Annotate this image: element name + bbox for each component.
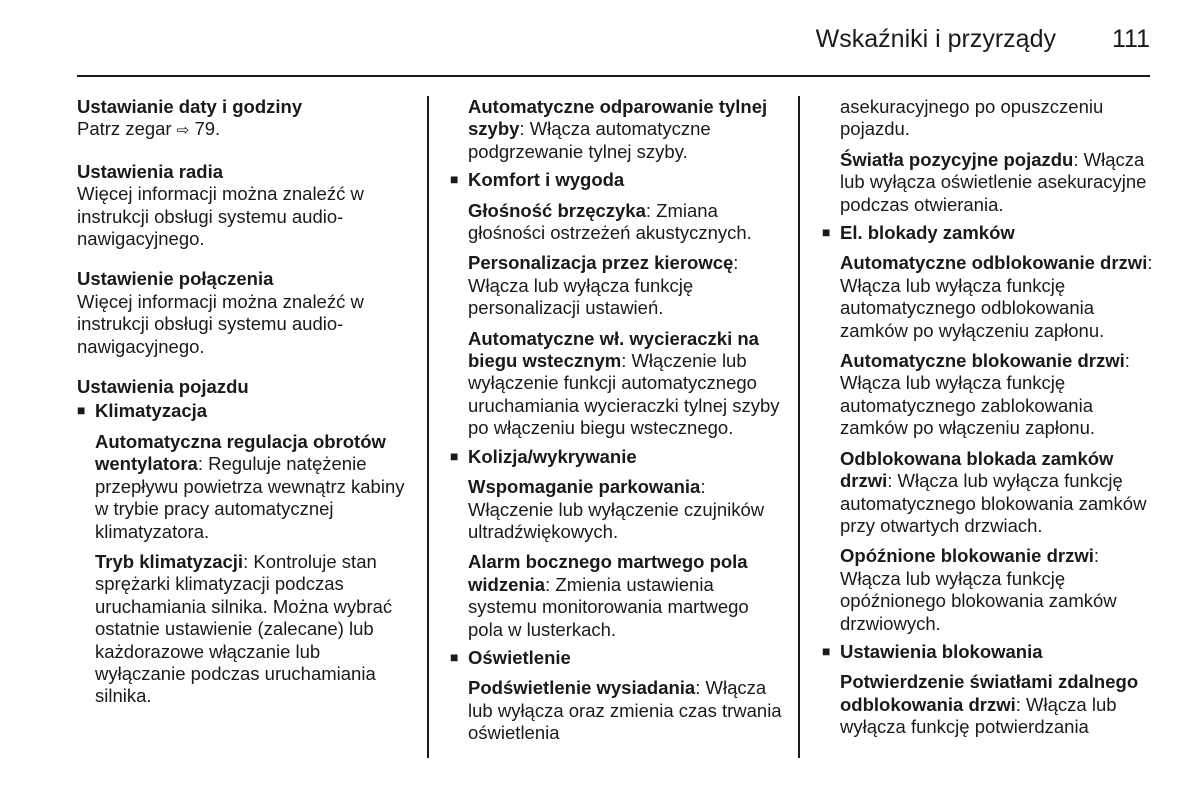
entry-side-blind-zone (468, 551, 786, 641)
entry-description: : Zmiana głośności ostrzeżeń akustycznych. (468, 199, 752, 244)
entry-description: : Kontroluje stan sprężarki klimatyzacji podczas uruchamiania silnika. Można wybrać ostatnie ustawienie (zalecane) lub każdorazowe włączanie lub wyłączanie podczas uruchamiania silnika. (95, 550, 393, 707)
entry-term: Automatyczna regulacja obrotów wentylatora (95, 430, 386, 475)
page-number: 111 (1111, 25, 1150, 53)
entry-description: : Reguluje natężenie przepływu powietrza wewnątrz kabiny w trybie pracy automatycznej klimatyzatora. (95, 453, 405, 542)
reference-text: Patrz zegar (77, 118, 177, 140)
section-text-date-time (77, 118, 412, 142)
column-2 (468, 96, 786, 745)
entry-term: Personalizacja przez kierowcę (468, 252, 734, 274)
section-heading-radio: Ustawienia radia (77, 160, 224, 182)
column-3 (840, 96, 1158, 739)
entry-locator-lights (840, 149, 1158, 216)
continued-text: asekuracyjnego po opuszczeniu pojazdu. (840, 96, 1104, 140)
entry-park-assist (468, 476, 786, 543)
entry-term: Potwierdzenie światłami zdalnego odblokowania drzwi (840, 671, 1139, 715)
entry-term: Automatyczne odparowanie tylnej szyby (468, 96, 768, 140)
entry-auto-lock (840, 350, 1158, 440)
entry-description: : Włączenie lub wyłączenie funkcji automatycznego uruchamiania wycieraczki tylnej szyby po włączeniu biegu wstecznego. (468, 350, 780, 439)
entry-description: : Włącza lub wyłącza funkcję automatycznego odblokowania zamków po wyłączeniu zapłonu. (840, 252, 1153, 341)
bullet-heading-collision: ■ Kolizja/wykrywanie (450, 446, 786, 468)
entry-driver-personalization (468, 252, 786, 319)
section-heading-vehicle: Ustawienia pojazdu (77, 376, 249, 398)
header-divider (77, 75, 1150, 77)
page-title: Wskaźniki i przyrządy (815, 25, 1056, 53)
entry-exit-lighting (468, 677, 786, 744)
entry-term: Światła pozycyjne pojazdu (840, 148, 1074, 170)
bullet-heading-lock-settings: ■ Ustawienia blokowania (822, 641, 1158, 663)
column-divider-2 (798, 96, 800, 758)
entry-description: : Włącza automatyczne podgrzewanie tylnej szyby. (468, 118, 711, 162)
column-1 (77, 96, 412, 708)
entry-auto-unlock (840, 252, 1158, 342)
entry-term: Alarm bocznego martwego pola widzenia (468, 551, 748, 595)
entry-description: : Włącza lub wyłącza oraz zmienia czas trwania oświetlenia (468, 677, 782, 744)
entry-unlocked-door-anti-lockout (840, 448, 1158, 538)
column-divider-1 (427, 96, 429, 758)
entry-delayed-lock (840, 545, 1158, 635)
reference-page: 79. (189, 118, 221, 140)
entry-ac-mode (77, 551, 412, 708)
section-heading-date-time: Ustawianie daty i godziny (77, 96, 303, 117)
section-text-connection: Więcej informacji można znaleźć w instrukcji obsługi systemu audio-nawigacyjnego. (77, 290, 364, 357)
entry-description: : Włącza lub wyłącza funkcję potwierdzania (840, 693, 1117, 738)
entry-description: : Zmienia ustawienia systemu monitorowania martwego pola w lusterkach. (468, 573, 749, 640)
entry-term: Odblokowana blokada zamków drzwi (840, 447, 1114, 492)
entry-term: Podświetlenie wysiadania (468, 677, 696, 699)
entry-term: Automatyczne wł. wycieraczki na biegu wstecznym (468, 327, 759, 372)
entry-reverse-wiper (468, 328, 786, 440)
page-reference-arrow-icon: ⇨ (176, 122, 190, 140)
entry-description: : Włącza lub wyłącza funkcję personalizacji ustawień. (468, 252, 739, 319)
entry-term: Wspomaganie parkowania (468, 476, 701, 498)
entry-description: : Włącza lub wyłącza oświetlenie asekuracyjne podczas otwierania. (840, 148, 1147, 215)
entry-term: Automatyczne blokowanie drzwi (840, 350, 1125, 372)
entry-remote-unlock-light-feedback (840, 671, 1158, 738)
entry-chime-volume (468, 200, 786, 245)
bullet-heading-climate: ■ Klimatyzacja (77, 400, 412, 422)
bullet-heading-lighting: ■ Oświetlenie (450, 647, 786, 669)
entry-term: Tryb klimatyzacji (95, 550, 244, 572)
entry-fan-speed (77, 431, 412, 543)
entry-term: Głośność brzęczyka (468, 199, 646, 221)
entry-term: Opóźnione blokowanie drzwi (840, 545, 1094, 567)
section-text-radio: Więcej informacji można znaleźć w instrukcji obsługi systemu audio-nawigacyjnego. (77, 183, 364, 250)
bullet-heading-comfort: ■ Komfort i wygoda (450, 169, 786, 191)
entry-description: : Włącza lub wyłącza funkcję automatycznego blokowania zamków przy otwartych drzwiach. (840, 470, 1147, 536)
entry-description: : Włącza lub wyłącza funkcję opóźnionego blokowania zamków drzwiowych. (840, 545, 1117, 634)
entry-term: Automatyczne odblokowanie drzwi (840, 252, 1148, 274)
section-heading-connection: Ustawienie połączenia (77, 268, 274, 290)
entry-description: : Włącza lub wyłącza funkcję automatycznego zablokowania zamków po włączeniu zapłonu. (840, 350, 1130, 439)
bullet-heading-door-locks: ■ El. blokady zamków (822, 222, 1158, 244)
entry-rear-defog (468, 96, 786, 163)
entry-description: : Włączenie lub wyłączenie czujników ultradźwiękowych. (468, 476, 765, 542)
